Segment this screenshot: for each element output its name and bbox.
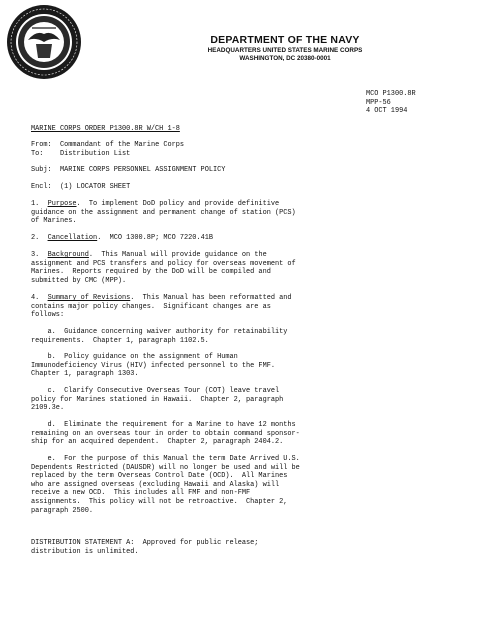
paragraph-heading: Purpose: [47, 200, 77, 208]
from-label: From:: [31, 141, 52, 149]
enclosure-label: Encl:: [31, 183, 52, 191]
paragraph-line: . MCO 1300.8P; MCO 7220.41B: [97, 234, 213, 242]
paragraph-number: 2.: [31, 234, 40, 242]
paragraph-purpose: [31, 200, 296, 226]
dod-seal-icon: [6, 4, 82, 80]
enclosure-line: [31, 183, 130, 192]
paragraph-line: remaining on an overseas tour in order to obtain command sponsor-: [31, 429, 300, 438]
department-title: DEPARTMENT OF THE NAVY: [210, 34, 360, 46]
from-line: [31, 141, 184, 150]
paragraph-line: receive a new OCD. This includes all FMF and non-FMF: [31, 489, 251, 498]
reference-block: [366, 90, 416, 116]
paragraph-line: requirements. Chapter 1, paragraph 1102.5.: [31, 336, 209, 345]
paragraph-line: Immunodeficiency Virus (HIV) infected personnel to the FMF.: [31, 361, 275, 370]
paragraph-heading: Summary of Revisions: [47, 294, 131, 302]
paragraph-line: policy for Marines stationed in Hawaii. Chapter 2, paragraph: [31, 395, 284, 404]
paragraph-line: d. Eliminate the requirement for a Marine to have 12 months: [31, 421, 296, 429]
from-value: Commandant of the Marine Corps: [59, 141, 185, 149]
paragraph-line: . This Manual has been reformatted and: [130, 294, 292, 302]
order-number: MCO P1300.8R: [366, 90, 416, 98]
paragraph-line: assignments. This policy will not be retroactive. Chapter 2,: [31, 497, 288, 506]
paragraph-line: guidance on the assignment and permanent change of station (PCS): [31, 208, 296, 217]
subject-label: Subj:: [31, 166, 52, 174]
paragraph-number: 4.: [31, 294, 40, 302]
paragraph-cancellation: [31, 234, 213, 243]
enclosure-value: (1) LOCATOR SHEET: [59, 183, 131, 191]
paragraph-line: e. For the purpose of this Manual the term Date Arrived U.S.: [31, 455, 300, 463]
paragraph-summary: [31, 294, 292, 320]
address-line: WASHINGTON, DC 20380-0001: [239, 55, 331, 62]
subparagraph-e: [31, 455, 300, 515]
paragraph-line: submitted by CMC (MPP).: [31, 276, 127, 285]
paragraph-line: replaced by the term Overseas Control Date (OCD). All Marines: [31, 472, 288, 481]
paragraph-line: Dependents Restricted (DAUSDR) will no longer be used and will be: [31, 463, 300, 472]
paragraph-line: b. Policy guidance on the assignment of Human: [31, 353, 238, 361]
headquarters-line: HEADQUARTERS UNITED STATES MARINE CORPS: [207, 47, 363, 54]
office-code: MPP-56: [366, 98, 391, 107]
paragraph-number: 3.: [31, 251, 40, 259]
order-date: 4 OCT 1994: [366, 107, 408, 116]
paragraph-line: distribution is unlimited.: [31, 547, 139, 556]
to-line: [31, 150, 130, 159]
subparagraph-c: [31, 387, 283, 413]
paragraph-line: c. Clarify Consecutive Overseas Tour (COT) leave travel: [31, 387, 280, 395]
paragraph-line: of Marines.: [31, 217, 77, 226]
to-value: Distribution List: [59, 149, 131, 158]
paragraph-line: paragraph 2500.: [31, 506, 94, 515]
paragraph-line: a. Guidance concerning waiver authority for retainability: [31, 328, 288, 336]
subparagraph-a: [31, 328, 287, 345]
paragraph-line: contains major policy changes. Significant changes are as: [31, 302, 271, 311]
paragraph-line: assignment and PCS transfers and policy for overseas movement of: [31, 259, 296, 268]
distribution-statement: [31, 539, 258, 556]
paragraph-line: DISTRIBUTION STATEMENT A: Approved for public release;: [31, 539, 259, 547]
subparagraph-d: [31, 421, 300, 447]
order-title: MARINE CORPS ORDER P1300.8R W/CH 1-8: [31, 125, 180, 133]
subject-value: MARINE CORPS PERSONNEL ASSIGNMENT POLICY: [59, 166, 226, 174]
subparagraph-b: [31, 353, 275, 379]
paragraph-line: Marines. Reports required by the DoD will be compiled and: [31, 268, 271, 277]
subject-line: [31, 166, 225, 175]
paragraph-line: follows:: [31, 311, 65, 320]
paragraph-line: Chapter 1, paragraph 1303.: [31, 370, 139, 379]
paragraph-line: ship for an acquired dependent. Chapter 2, paragraph 2404.2.: [31, 438, 284, 447]
paragraph-heading: Background: [47, 251, 89, 259]
paragraph-background: [31, 251, 296, 285]
paragraph-line: who are assigned overseas (excluding Hawaii and Alaska) will: [31, 480, 280, 489]
to-label: To:: [31, 149, 44, 158]
paragraph-line: . To implement DoD policy and provide definitive: [76, 200, 280, 208]
paragraph-number: 1.: [31, 200, 40, 208]
paragraph-line: . This Manual will provide guidance on the: [88, 251, 267, 259]
paragraph-heading: Cancellation: [47, 234, 98, 242]
paragraph-line: 2109.3e.: [31, 404, 65, 413]
